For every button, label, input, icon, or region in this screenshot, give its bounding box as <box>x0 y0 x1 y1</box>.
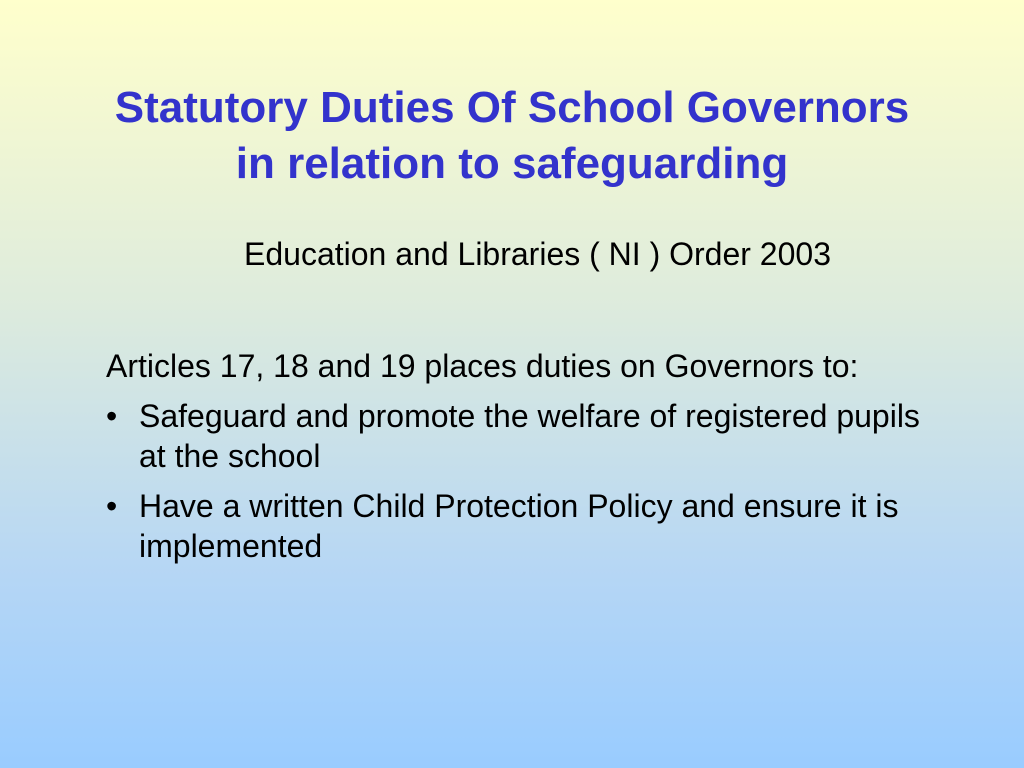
bullet-text: Safeguard and promote the welfare of registered pupils at the school <box>139 398 920 474</box>
slide-title <box>30 80 994 192</box>
slide-title-line-1: Statutory Duties Of School Governors <box>114 83 910 132</box>
slide-title-line-2: in relation to safeguarding <box>235 139 789 188</box>
bullet-icon: • <box>106 398 118 434</box>
list-item <box>106 486 926 566</box>
list-item <box>106 396 926 476</box>
slide-subtitle: Education and Libraries ( NI ) Order 2003 <box>244 236 831 272</box>
bullet-text: Have a written Child Protection Policy and ensure it is implemented <box>139 488 899 564</box>
intro-text: Articles 17, 18 and 19 places duties on Governors to: <box>106 348 859 384</box>
slide-body <box>106 346 926 576</box>
bullet-icon: • <box>106 488 118 524</box>
bullet-list <box>106 396 926 566</box>
